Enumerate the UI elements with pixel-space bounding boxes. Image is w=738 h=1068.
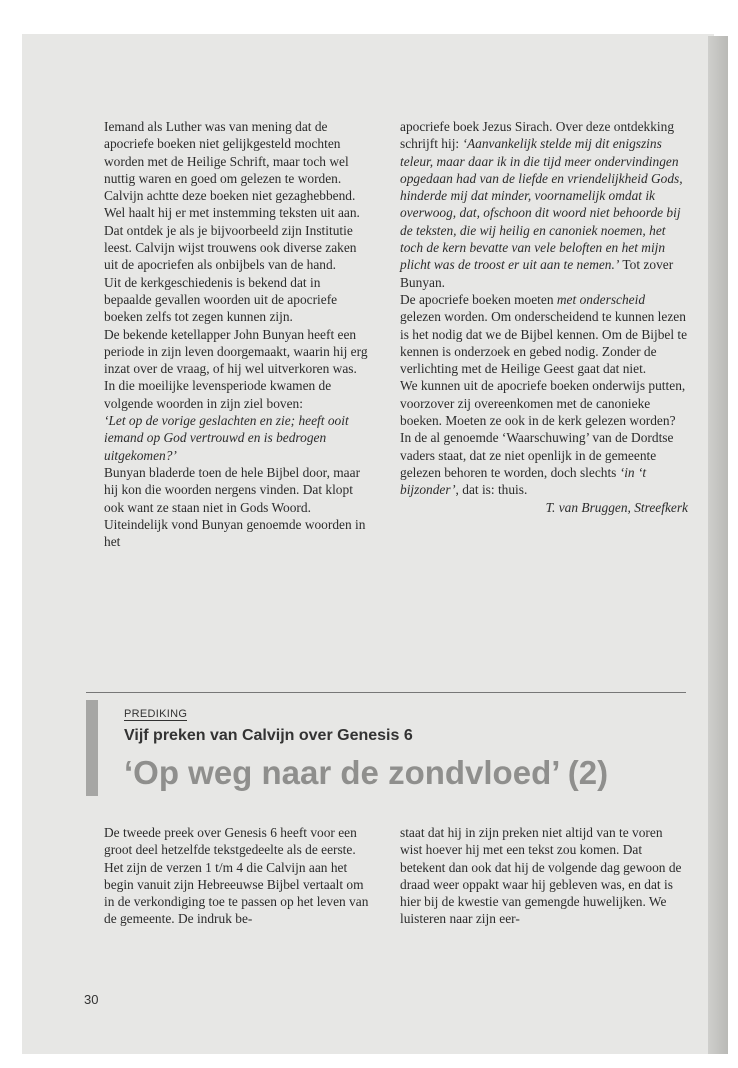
- paragraph: We kunnen uit de apocriefe boeken onderwijs putten, voorzover zij overeenkomen met de canonieke boeken. Moeten ze ook in de kerk gelezen worden? In de al genoemde ‘Waarschuwing’ van de Dordtse vaders staat, dat ze niet openlijk in de gemeente gelezen behoren te worden, doch slechts ‘in ‘t bijzonder’, dat is: thuis.: [400, 378, 686, 498]
- section-kicker: PREDIKING: [124, 708, 188, 720]
- page-edge: [708, 36, 728, 1054]
- section-title: ‘Op weg naar de zondvloed’ (2): [124, 754, 609, 791]
- section-accent-bar: [86, 700, 98, 796]
- author-signature: T. van Bruggen, Streefkerk: [545, 499, 688, 515]
- paragraph: staat dat hij in zijn preken niet altijd van te voren wist hoever hij met een tekst zou komen. Dat betekent dan ook dat hij de volgende dag gewoon de draad weer oppakt waar hij gebleven was, en dat is hier bij de kwestie van gemengde huwelijken. We luisteren naar zijn eer-: [400, 825, 682, 927]
- page-number: 30: [84, 992, 99, 1007]
- paragraph: apocriefe boek Jezus Sirach. Over deze ontdekking schrijft hij: ‘Aanvankelijk stelde mij dit enigszins teleur, maar daar ik in die tijd meer ondervindingen opgedaan had van de liefde en vriendelijkheid Gods, hinderde mij dat minder, voornamelijk omdat ik overwoog, dat, ofschoon dit woord niet behoorde bij de teksten, die wij heilig en canoniek noemen, het toch de kern bevatte van vele beloften en het mijn plicht was de troost er uit aan te nemen.’ Tot zover Bunyan.: [400, 119, 683, 290]
- section-divider: [86, 692, 686, 693]
- article-left-column: [104, 118, 370, 550]
- section-subtitle: Vijf preken van Calvijn over Genesis 6: [124, 727, 413, 744]
- paragraph: Iemand als Luther was van mening dat de apocriefe boeken niet gelijkgesteld mochten worden met de Heilige Schrift, maar toch wel nuttig waren en goed om gelezen te worden. Calvijn achtte deze boeken niet gezaghebbend. Wel haalt hij er met instemming teksten uit aan. Dat ontdek je als je bijvoorbeeld zijn Institutie leest. Calvijn wijst trouwens ook diverse zaken uit de apocriefen als onbijbels van de hand.: [104, 119, 360, 273]
- paragraph: De tweede preek over Genesis 6 heeft voor een groot deel hetzelfde tekstgedeelte als de eerste. Het zijn de verzen 1 t/m 4 die Calvijn aan het begin vanuit zijn Hebreeuwse Bijbel vertaalt om in de verkondiging toe te passen op het leven van de gemeente. De indruk be-: [104, 825, 369, 927]
- paragraph: Bunyan bladerde toen de hele Bijbel door, maar hij kon die woorden nergens vinden. Dat klopt ook want ze staan niet in Gods Woord. Uiteindelijk vond Bunyan genoemde woorden in het: [104, 464, 366, 550]
- article-right-column: [400, 118, 688, 516]
- paragraph: De bekende ketellapper John Bunyan heeft een periode in zijn leven doorgemaakt, waarin hij erg inzat over de vraag, of hij wel uitverkoren was. In die moeilijke levensperiode kwamen de volgende woorden in zijn ziel boven:: [104, 326, 368, 411]
- paragraph: Uit de kerkgeschiedenis is bekend dat in bepaalde gevallen woorden uit de apocriefe boeken zelfs tot zegen kunnen zijn.: [104, 274, 338, 325]
- bunyan-quote: ‘Let op de vorige geslachten en zie; heeft ooit iemand op God vertrouwd en is bedrogen uitgekomen?’: [104, 413, 349, 463]
- paragraph: De apocriefe boeken moeten met onderscheid gelezen worden. Om onderscheidend te kunnen lezen is het nodig dat we de Bijbel kennen. Om de Bijbel te kennen is onderzoek en gebed nodig. Zonder de verlichting met de Heilige Geest gaat dat niet.: [400, 291, 688, 377]
- sermon-right-column: [400, 824, 688, 928]
- sermon-left-column: [104, 824, 370, 928]
